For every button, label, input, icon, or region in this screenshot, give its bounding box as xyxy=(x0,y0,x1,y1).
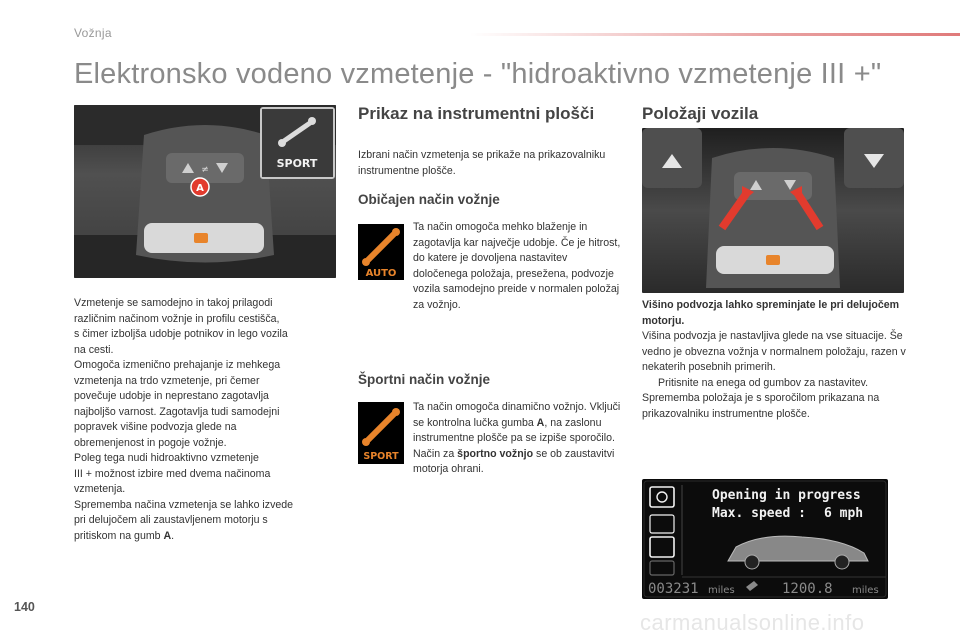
positions-para: Višina podvozja je nastavljiva glede na vse situacije. Še vedno je obvezna vožnja v normalnem položaju, razen v nekaterih posebnih primerih. xyxy=(642,330,906,373)
positions-text xyxy=(642,298,910,422)
sport-text-bold: športno vožnjo xyxy=(457,447,534,460)
intro-body: Vzmetenje se samodejno in takoj prilagodi različnim načinom vožnje in profilu cestišča, s čimer izboljša udobje potnikov in lego vozila na cesti. Omogoča izmenično prehajanje iz mehkega vzmetenja na trdo vzmetenje, pri čemer povečuje udobje in neprestano zagotavlja najboljšo varnost. Zagotavlja tudi samodejni popravek višine podvozja glede na obremenjenost in pogoje vožnje. Poleg tega nudi hidroaktivno vzmetenje III + možnost izbire med dvema načinoma vzmetenja. Sprememba načina vzmetenja se lahko izvede pri delujočem ali zaustavljenem motorju s pritiskom na gumb xyxy=(74,297,294,542)
page-number: 140 xyxy=(14,600,35,614)
trip-value: 1200.8 xyxy=(782,581,833,597)
positions-bold-note: Višino podvozja lahko spreminjate le pri delujočem motorju. xyxy=(642,299,900,327)
bullet-text: Pritisnite na enega od gumbov za nastavitev. xyxy=(658,376,869,389)
sport-text-4: se ob zaustavitvi motorja ohrani. xyxy=(413,447,615,475)
normal-mode-text: Ta način omogoča mehko blaženje in zagotavlja kar največje udobje. Če je hitrost, do katere je dovoljena nastavitev določenega položaja, presežena, podvozje vozila samodejno preide v normalen položaj za vožnjo. xyxy=(413,221,621,311)
svg-text:≠: ≠ xyxy=(201,165,209,175)
odometer-value: 003231 xyxy=(648,581,699,597)
instrument-display xyxy=(642,479,888,599)
sport-mode-heading: Športni način vožnje xyxy=(358,372,491,387)
instrument-desc: Izbrani način vzmetenja se prikaže na prikazovalniku instrumentne plošče. xyxy=(358,149,606,177)
header-divider xyxy=(470,33,960,36)
display-illustration xyxy=(642,479,888,599)
odometer-unit: miles xyxy=(708,585,735,596)
intro-text xyxy=(74,296,336,544)
page-title: Elektronsko vodeno vzmetenje - "hidroaktivno vzmetenje III +" xyxy=(74,58,882,90)
sport-button-inset xyxy=(260,107,335,179)
auto-icon-label: AUTO xyxy=(365,268,397,279)
auto-mode-icon xyxy=(358,224,404,280)
sport-text-3: Način za xyxy=(413,447,458,460)
sport-button-ref: A xyxy=(536,416,545,429)
sport-mode-icon xyxy=(358,402,404,464)
sport-mode-text xyxy=(413,400,625,478)
marker-a: A xyxy=(196,183,204,194)
bullet-icon xyxy=(642,376,658,392)
intro-tail: . xyxy=(171,529,175,542)
sport-text-1: Ta način omogoča dinamično vožnjo. Vključi se kontrolna lučka gumba xyxy=(413,401,621,429)
sport-text-2: , na zaslonu instrumentne plošče pa se izpiše sporočilo. xyxy=(413,416,615,444)
instrument-heading: Prikaz na instrumentni plošči xyxy=(358,104,595,123)
normal-mode-heading: Običajen način vožnje xyxy=(358,192,500,207)
sport-icon-label: SPORT xyxy=(363,451,399,462)
display-line2-value: 6 mph xyxy=(824,506,864,521)
positions-para2: Sprememba položaja je s sporočilom prikazana na prikazovalniku instrumentne plošče. xyxy=(642,392,880,420)
display-line2-label: Max. speed : xyxy=(712,506,806,521)
section-label: Vožnja xyxy=(74,26,112,40)
trip-unit: miles xyxy=(852,585,879,596)
intro-button-ref: A xyxy=(163,529,172,542)
positions-bullet xyxy=(642,376,910,392)
inset-sport-label: SPORT xyxy=(276,157,318,170)
sport-button-illustration xyxy=(262,109,333,177)
height-buttons-photo xyxy=(642,128,904,293)
positions-heading: Položaji vozila xyxy=(642,104,759,123)
height-buttons-illustration xyxy=(642,128,904,293)
watermark: carmanualsonline.info xyxy=(640,610,865,635)
display-line1: Opening in progress xyxy=(712,488,861,503)
